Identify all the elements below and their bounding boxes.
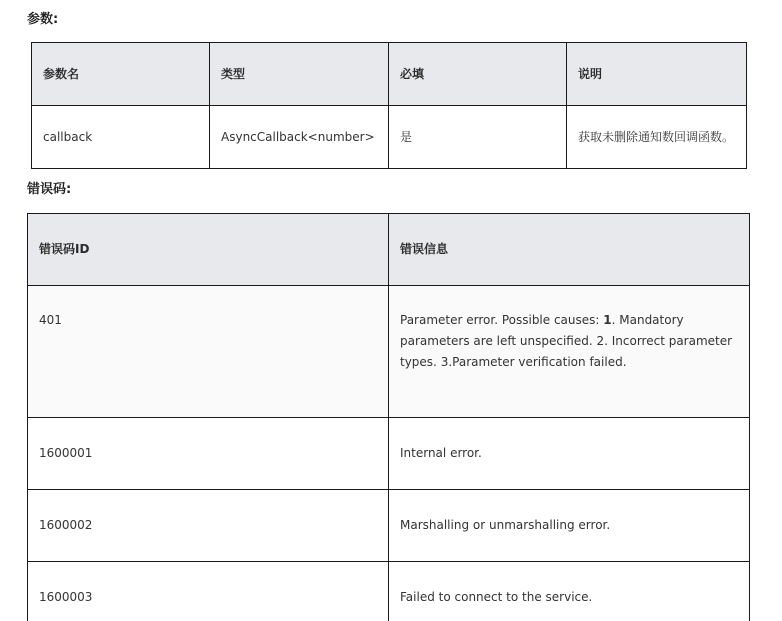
param-type-header: 类型: [210, 43, 389, 106]
error-message-cell: Failed to connect to the service.: [389, 562, 750, 621]
error-code-header: 错误码ID: [28, 214, 389, 286]
error-message-cell: Marshalling or unmarshalling error.: [389, 490, 750, 562]
table-row: [28, 418, 750, 490]
error-message-part2: . Mandatory parameters are left unspecified. 2. Incorrect parameter types. 3.Parameter verification failed.: [400, 313, 733, 369]
error-message-text: [400, 310, 738, 373]
error-message-header: 错误信息: [389, 214, 750, 286]
param-description-cell: 获取未删除通知数回调函数。: [567, 106, 747, 169]
params-header-row: [32, 43, 747, 106]
errors-header-row: [28, 214, 750, 286]
error-message-cell: Internal error.: [389, 418, 750, 490]
error-code-cell: 1600001: [28, 418, 389, 490]
param-description-header: 说明: [567, 43, 747, 106]
param-name-cell: callback: [32, 106, 210, 169]
error-message-part1: Parameter error. Possible causes:: [400, 313, 604, 327]
error-message-cell: [389, 286, 750, 418]
error-message-bold: 1: [603, 313, 612, 327]
error-code-cell: 401: [28, 286, 389, 418]
param-required-header: 必填: [389, 43, 567, 106]
params-section-title: 参数:: [27, 12, 59, 27]
error-code-cell: 1600002: [28, 490, 389, 562]
table-row: [28, 286, 750, 418]
table-row: [32, 106, 747, 169]
param-name-header: 参数名: [32, 43, 210, 106]
errors-section-title: 错误码:: [27, 182, 72, 197]
error-codes-table: [27, 213, 750, 621]
table-row: [28, 562, 750, 621]
param-type-cell: AsyncCallback<number>: [210, 106, 389, 169]
params-table: [31, 42, 747, 169]
error-code-cell: 1600003: [28, 562, 389, 621]
table-row: [28, 490, 750, 562]
param-required-cell: 是: [389, 106, 567, 169]
